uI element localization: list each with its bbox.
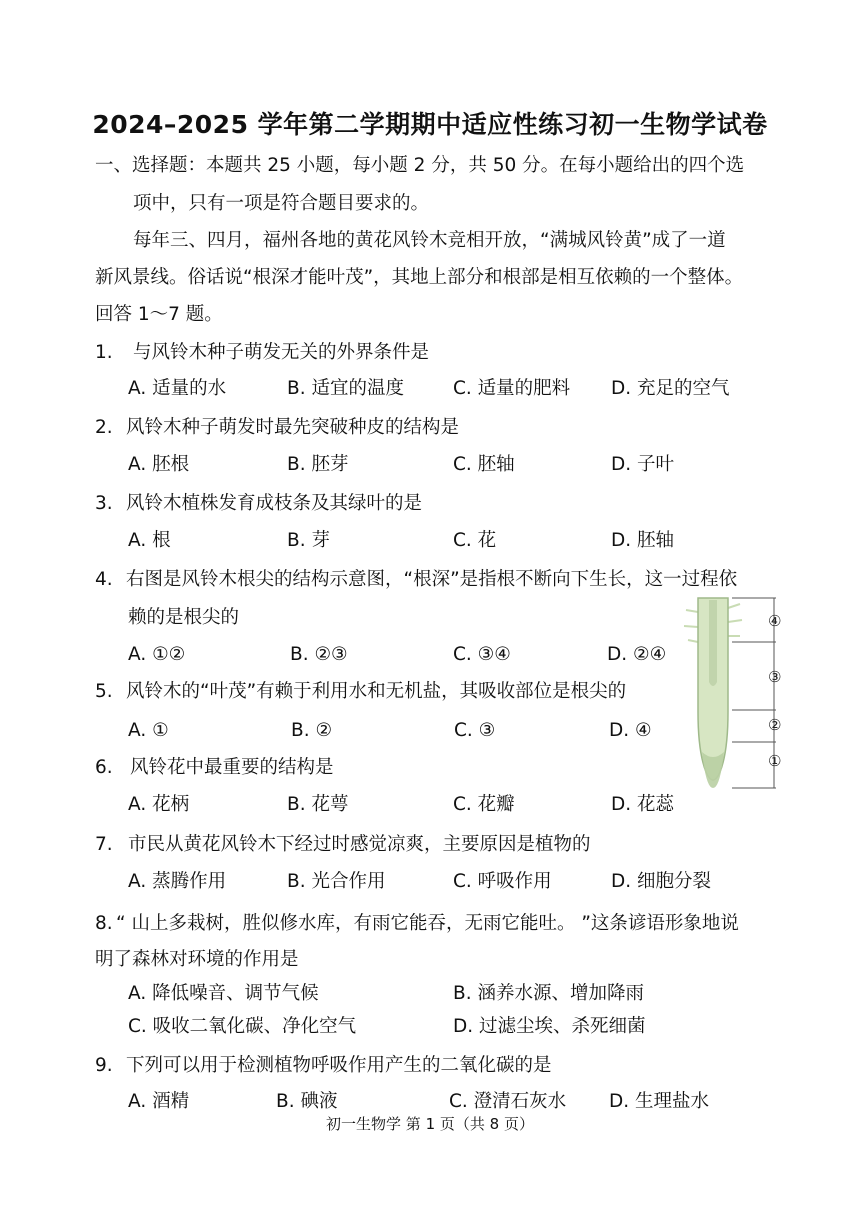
option-a: A. 酒精: [128, 1091, 190, 1112]
question-number: 6.: [95, 757, 113, 778]
option-a: A. 降低噪音、调节气候: [128, 983, 319, 1004]
option-c: C. 花: [453, 530, 497, 551]
option-b: B. 胚芽: [287, 454, 349, 475]
intro-line3: 回答 1～7 题。: [95, 304, 223, 325]
question-stem: 风铃木植株发育成枝条及其绿叶的是: [126, 493, 423, 514]
option-d: D. 细胞分裂: [611, 871, 712, 892]
root-cap: [702, 752, 724, 788]
root-tip-figure: [676, 592, 786, 792]
option-d: D. ②④: [607, 644, 667, 665]
question-stem: 下列可以用于检测植物呼吸作用产生的二氧化碳的是: [126, 1055, 552, 1076]
section-heading-line2: 项中，只有一项是符合题目要求的。: [133, 193, 430, 214]
option-d: D. 过滤尘埃、杀死细菌: [453, 1016, 646, 1037]
option-d: D. 胚轴: [611, 530, 675, 551]
question-number: 5.: [95, 681, 113, 702]
region-label-2: ②: [768, 716, 782, 734]
option-a: A. ①②: [128, 644, 186, 665]
option-a: A. 蒸腾作用: [128, 871, 227, 892]
option-a: A. 胚根: [128, 454, 190, 475]
section-heading-line1: 一、选择题：本题共 25 小题，每小题 2 分，共 50 分。在每小题给出的四个选: [95, 155, 745, 176]
intro-line2: 新风景线。俗话说“根深才能叶茂”，其地上部分和根部是相互依赖的一个整体。: [95, 267, 744, 288]
option-b: B. 涵养水源、增加降雨: [453, 983, 644, 1004]
question-number: 3.: [95, 493, 113, 514]
option-c: C. 花瓣: [453, 794, 515, 815]
question-number: 9.: [95, 1055, 113, 1076]
option-a: A. ①: [128, 720, 169, 741]
option-b: B. 芽: [287, 530, 330, 551]
question-stem: 风铃花中最重要的结构是: [130, 757, 334, 778]
option-b: B. 花萼: [287, 794, 349, 815]
option-c: C. 胚轴: [453, 454, 515, 475]
option-c: C. ③④: [453, 644, 511, 665]
region-label-4: ④: [768, 612, 782, 630]
region-label-3: ③: [768, 668, 782, 686]
region-label-1: ①: [768, 752, 782, 770]
question-stem-continued: 明了森林对环境的作用是: [95, 949, 299, 970]
option-d: D. ④: [609, 720, 652, 741]
question-stem: 与风铃木种子萌发无关的外界条件是: [133, 342, 430, 363]
option-d: D. 生理盐水: [609, 1091, 710, 1112]
question-stem: 市民从黄花风铃木下经过时感觉凉爽，主要原因是植物的: [128, 834, 591, 855]
question-number: 8.: [95, 913, 113, 934]
option-a: A. 花柄: [128, 794, 190, 815]
question-number: 4.: [95, 569, 113, 590]
option-c: C. 澄清石灰水: [449, 1091, 567, 1112]
option-d: D. 充足的空气: [611, 378, 730, 399]
exam-title: 2024–2025 学年第二学期期中适应性练习初一生物学试卷: [92, 110, 768, 139]
vascular-core: [709, 600, 717, 686]
option-c: C. 吸收二氧化碳、净化空气: [128, 1016, 357, 1037]
option-b: B. 碘液: [276, 1091, 338, 1112]
option-a: A. 适量的水: [128, 378, 227, 399]
option-b: B. 光合作用: [287, 871, 386, 892]
option-b: B. ②③: [290, 644, 348, 665]
option-d: D. 花蕊: [611, 794, 675, 815]
option-c: C. ③: [454, 720, 496, 741]
question-stem: 风铃木的“叶茂”有赖于利用水和无机盐，其吸收部位是根尖的: [126, 681, 627, 702]
page-footer: 初一生物学 第 1 页（共 8 页）: [326, 1115, 534, 1133]
option-b: B. 适宜的温度: [287, 378, 404, 399]
option-c: C. 呼吸作用: [453, 871, 552, 892]
question-number: 2.: [95, 417, 113, 438]
intro-line1: 每年三、四月，福州各地的黄花风铃木竞相开放，“满城风铃黄”成了一道: [133, 230, 726, 251]
question-stem: 右图是风铃木根尖的结构示意图，“根深”是指根不断向下生长，这一过程依: [126, 569, 738, 590]
option-d: D. 子叶: [611, 454, 675, 475]
option-a: A. 根: [128, 530, 171, 551]
question-stem: 风铃木种子萌发时最先突破种皮的结构是: [126, 417, 460, 438]
question-stem: “ 山上多栽树，胜似修水库，有雨它能吞，无雨它能吐。 ”这条谚语形象地说: [116, 913, 739, 934]
option-b: B. ②: [291, 720, 333, 741]
question-number: 1.: [95, 342, 113, 363]
question-number: 7.: [95, 834, 113, 855]
option-c: C. 适量的肥料: [453, 378, 571, 399]
question-stem-continued: 赖的是根尖的: [128, 607, 240, 628]
